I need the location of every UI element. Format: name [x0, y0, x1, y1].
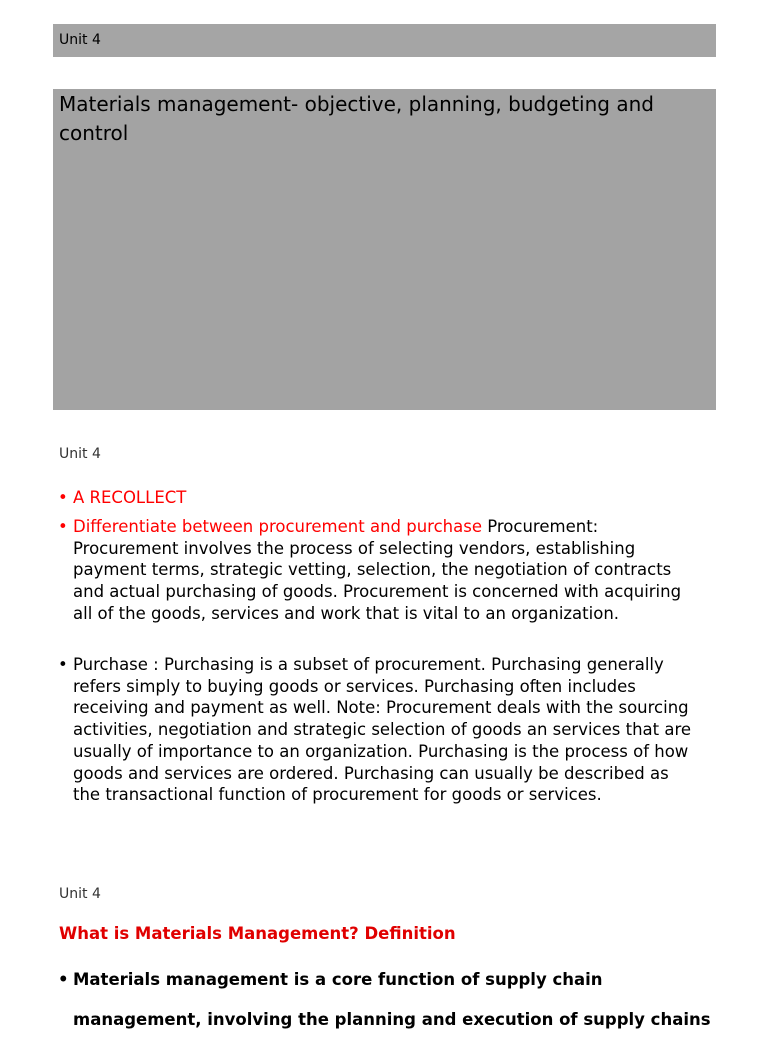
bullet-dot-icon: • — [58, 488, 68, 507]
slide2-bullet-list-2 — [58, 516, 698, 625]
slide1-unit-label: Unit 4 — [59, 32, 101, 48]
definition-text: Materials management is a core function of supply chain management, involving the planning and execution of supply chains — [73, 970, 711, 1029]
list-item — [58, 654, 698, 806]
list-item — [58, 487, 698, 509]
slide3-heading: What is Materials Management? Definition — [59, 924, 456, 943]
list-item — [58, 516, 698, 625]
slide1-title: Materials management- objective, planning, budgeting and control — [59, 92, 654, 145]
slide1-unit-header — [53, 24, 716, 57]
recollect-text: A RECOLLECT — [73, 488, 187, 507]
list-item — [58, 960, 718, 1040]
purchase-text: Purchase : Purchasing is a subset of procurement. Purchasing generally refers simply to buying goods or services. Purchasing often includes receiving and payment as well. Note: Procurement deals with the sourcing activities, negotiation and strategic selection of goods an services that are usually of importance to an organization. Purchasing is the process of how goods and services are ordered. Purchasing can usually be described as the transactional function of procurement for goods or services. — [73, 655, 692, 805]
bullet-dot-icon: • — [58, 655, 68, 674]
bullet-dot-icon: • — [58, 970, 69, 989]
slide2-unit-label: Unit 4 — [59, 446, 101, 462]
slide3-bullet-list — [58, 960, 718, 1040]
slide2-bullet-list-3 — [58, 654, 698, 806]
bullet-dot-icon: • — [58, 517, 68, 536]
slide3-unit-label: Unit 4 — [59, 886, 101, 902]
differentiate-heading-text: Differentiate between procurement and purchase — [73, 517, 482, 536]
slide2-bullet-list-1 — [58, 487, 698, 509]
slide1-title-box — [53, 89, 716, 410]
procurement-text: Procurement: Procurement involves the process of selecting vendors, establishing payment terms, strategic vetting, selection, the negotiation of contracts and actual purchasing of goods. Procurement is concerned with acquiring all of the goods, services and work that is vital to an organization. — [73, 517, 682, 623]
